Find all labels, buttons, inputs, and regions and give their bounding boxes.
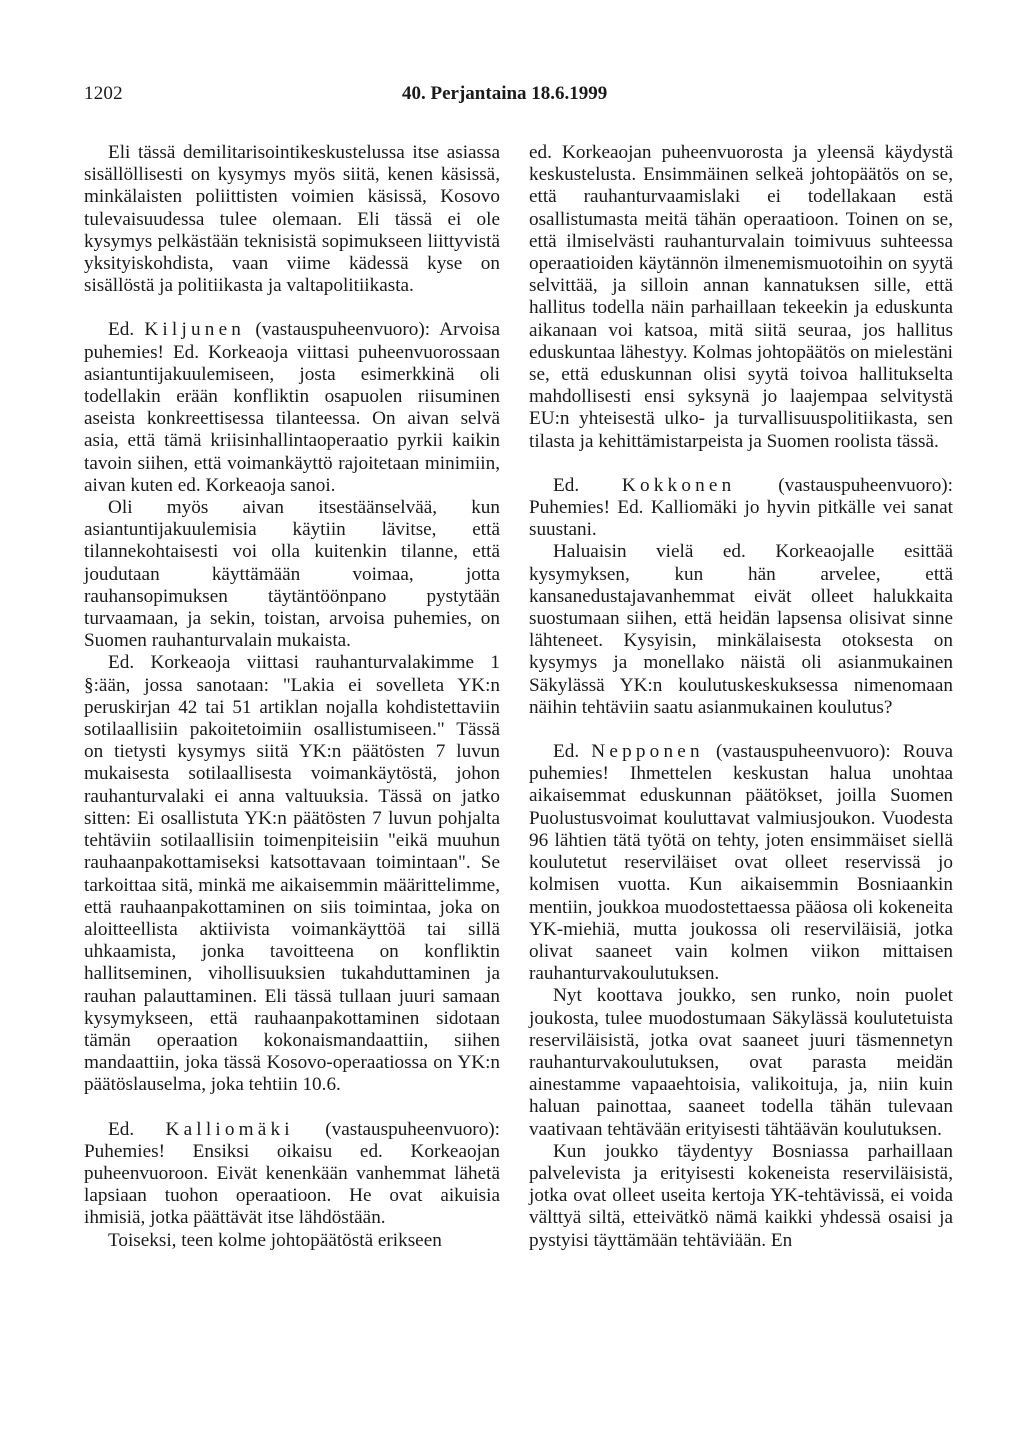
paragraph: Toiseksi, teen kolme johtopäätöstä erikseen — [108, 1229, 442, 1251]
speaker-prefix: Ed. — [553, 474, 580, 496]
page-number: 1202 — [84, 83, 123, 104]
paragraph-text: Arvoisa puhemies! Ed. Korkeaoja viittasi puheenvuorossaan asiantuntijakuulemiseen, josta esimerkkinä oli todellakin erään konfliktin osapuolen riisuminen aseista konkreettisessa tilanteessa. On aivan selvä asia, että tämä kriisinhallintaoperaatio pyrkii kaikin tavoin siihen, että voimankäyttö rajoitetaan minimiin, aivan kuten ed. Korkeaoja sanoi. — [84, 319, 500, 496]
running-head: 40. Perjantaina 18.6.1999 — [402, 83, 608, 104]
speaker-prefix: Ed. — [108, 1118, 135, 1140]
speaker-name: Nepponen — [591, 741, 704, 763]
speaker-role: (vastauspuheenvuoro): — [778, 474, 954, 496]
paragraph-text: Puhemies! Ensiksi oikaisu ed. Korkeaojan puheenvuoroon. Eivät kenenkään vanhemmat lähetä lapsiaan tuohon operaatioon. He ovat aikuisia ihmisiä, jotka päättävät itse lähdöstään. — [84, 1140, 500, 1229]
paragraph: Nyt koottava joukko, sen runko, noin puolet joukosta, tulee muodostumaan Säkylässä koulutetuista reserviläisistä, jotka ovat saaneet juuri täsmennetyn rauhanturvakoulutuksen, ovat parasta meidän ainestamme vapaaehtoisia, valikoituja, ja, niin kuin haluan painottaa, saaneet todella tähän tulevaan vaativaan tehtävään erityisesti tähtäävän koulutuksen. — [529, 985, 953, 1140]
paragraph-text: Rouva puhemies! Ihmettelen keskustan halua unohtaa aikaisemmat eduskunnan päätökset, joilla Suomen Puolustusvoimat kouluttavat valmiusjoukon. Vuodesta 96 lähtien tätä työtä on tehty, joten ensimmäiset siellä koulutetut reserviläiset ovat olleet reservissä jo kolmisen vuotta. Kun aikaisemmin Bosniaankin mentiin, joukkoa muodostettaessa pääosa oli kokeneita YK-miehiä, mutta joukossa oli reserviläisiä, jotka olivat saaneet vain kolmen viikon mittaisen rauhanturvakoulutuksen. — [529, 741, 953, 985]
right-column — [529, 142, 953, 1252]
paragraph-text: Puhemies! Ed. Kalliomäki jo hyvin pitkälle vei sanat suustani. — [529, 497, 953, 541]
speaker-name: Kokkonen — [621, 474, 736, 496]
speaker-role: (vastauspuheenvuoro): — [255, 319, 431, 341]
speech-kokkonen — [529, 475, 953, 542]
speech-kalliomaki — [84, 1119, 500, 1230]
left-column — [84, 142, 500, 1252]
paragraph: Eli tässä demilitarisointikeskustelussa itse asiassa sisällöllisesti on kysymys myös siitä, kenen käsissä, minkälaisten poliittisten voimien käsissä, Kosovo tulevaisuudessa tulee olemaan. Eli tässä ei ole kysymys pelkästään teknisistä sopimukseen liittyvistä yksityiskohdista, vaan viime kädessä kyse on sisällöstä ja politiikasta ja valtapolitiikasta. — [84, 142, 500, 297]
paragraph: ed. Korkeaojan puheenvuorosta ja yleensä käydystä keskustelusta. Ensimmäinen selkeä johtopäätös on se, että rauhanturvaamislaki ei todellakaan estä osallistumasta meitä tähän operaatioon. Toinen on se, että ilmiselvästi rauhanturvalain toimivuus suhteessa operaatioiden käytännön ilmenemismuotoihin on syytä selvittää, ja silloin annan kannatuksen sille, että hallitus todella näin parhaillaan tekeekin ja eduskunta aikanaan voi katsoa, mitä siitä seuraa, jos hallitus eduskuntaa lähestyy. Kolmas johtopäätös on mielestäni se, että eduskunnan olisi syytä toivoa hallitukselta mahdollisesti ensi syksynä jo laajempaa selvitystä EU:n yhteisestä ulko- ja turvallisuuspolitiikasta, sen tilasta ja kehittämistarpeista ja Suomen roolista tässä. — [529, 142, 953, 452]
paragraph: Ed. Korkeaoja viittasi rauhanturvalakimme 1 §:ään, jossa sanotaan: "Lakia ei sovelleta YK:n peruskirjan 42 tai 51 artiklan nojalla kohdistettaviin sotilaallisiin pakoitetoimiin osallistumiseen." Tässä on tietysti kysymys siitä YK:n päätösten 7 luvun mukaisesta sotilaallisesta voimankäytöstä, johon rauhanturvalaki ei anna valtuuksia. Tässä on jatko sitten: Ei osallistuta YK:n päätösten 7 luvun pohjalta tehtäviin sotilaallisiin toimenpiteisiin "eikä muuhun rauhaanpakottamiseksi katsottavaan toimintaan". Se tarkoittaa sitä, minkä me aikaisemmin määrittelimme, että rauhaanpakottaminen on siis toimintaa, joka on aloitteellista aktiivista voimankäyttöä tai sillä uhkaamista, jonka tavoitteena on konfliktin hallitseminen, vihollisuuksien tukahduttaminen ja rauhan palauttaminen. Eli tässä tullaan juuri samaan kysymykseen, että rauhaanpakottaminen sidotaan tämän operaation kokonaismandaattiin, siihen mandaattiin, joka tässä Kosovo-operaatiossa on YK:n päätöslauselma, joka tehtiin 10.6. — [84, 652, 500, 1096]
speaker-name: Kalliomäki — [165, 1118, 294, 1140]
speaker-prefix: Ed. — [553, 741, 580, 763]
paragraph: Oli myös aivan itsestäänselvää, kun asiantuntijakuulemisia käytiin lävitse, että tilannekohtaisesti voi olla kuitenkin tilanne, että joudutaan käyttämään voimaa, jotta rauhansopimuksen täytäntöönpano pystytään turvaamaan, ja sekin, toistan, arvoisa puhemies, on Suomen rauhanturvalain mukaista. — [84, 497, 500, 652]
speaker-role: (vastauspuheenvuoro): — [325, 1118, 501, 1140]
speaker-prefix: Ed. — [108, 319, 135, 341]
paragraph: Kun joukko täydentyy Bosniassa parhaillaan palvelevista ja erityisesti kokeneista reserviläisistä, jotka ovat olleet useita kertoja YK-tehtävissä, ei voida välttyä siltä, etteivätkö nämä kaikki yhdessä osaisi ja pystyisi täyttämään tehtäviään. En — [529, 1140, 953, 1251]
speaker-role: (vastauspuheenvuoro): — [715, 741, 891, 763]
paragraph: Haluaisin vielä ed. Korkeaojalle esittää kysymyksen, kun hän arvelee, että kansanedustajavanhemmat eivät olleet halukkaita suostumaan siihen, että heidän lapsensa olisivat sinne lähteneet. Kysyisin, minkälaisesta otoksesta on kysymys ja monellako näistä oli asianmukainen Säkylässä YK:n koulutuskeskuksessa nimenomaan näihin tehtäviin saatu asianmukainen koulutus? — [529, 541, 953, 718]
speaker-name: Kiljunen — [144, 319, 246, 341]
speech-nepponen — [529, 741, 953, 985]
speech-kiljunen — [84, 319, 500, 497]
